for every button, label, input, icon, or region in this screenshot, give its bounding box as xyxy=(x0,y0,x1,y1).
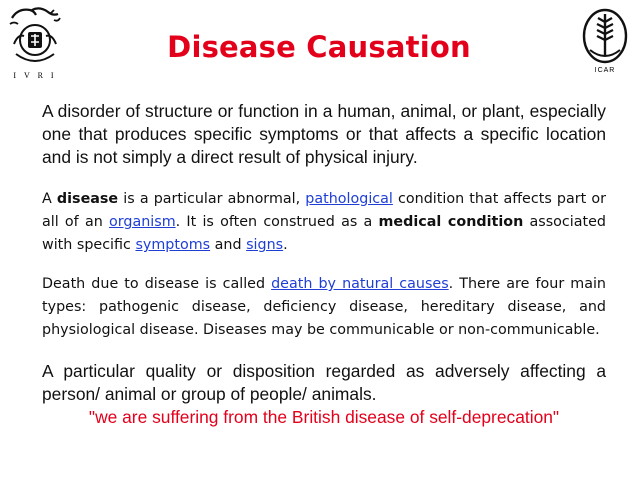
quality-paragraph: A particular quality or disposition regarded as adversely affecting a person/ animal or group of people/ animals. xyxy=(42,361,606,404)
definition-paragraph: A disorder of structure or function in a human, animal, or plant, especially one that produces specific symptoms or that affects a specific location and is not simply a direct result of physical injury. xyxy=(42,101,606,167)
link-signs[interactable]: signs xyxy=(246,237,284,253)
link-organism[interactable]: organism xyxy=(109,214,176,230)
example-quote: "we are suffering from the British disease of self-deprecation" xyxy=(88,407,560,427)
logo-right-caption: ICAR xyxy=(594,67,616,74)
link-death-by-natural-causes[interactable]: death by natural causes xyxy=(271,276,449,292)
page-title: Disease Causation xyxy=(167,30,471,64)
bold-term-medical-condition: medical condition xyxy=(378,214,524,230)
bold-term-disease: disease xyxy=(56,191,119,207)
link-symptoms[interactable]: symptoms xyxy=(135,237,211,253)
logo-left-caption: I V R I xyxy=(13,71,57,80)
disease-types-paragraph: Death due to disease is called death by natural causes. There are four main types: pathogenic disease, deficiency disease, hereditary disease, and physiological disease. Diseases may be communicable or non-communicable. xyxy=(42,276,606,338)
link-pathological[interactable]: pathological xyxy=(305,191,393,207)
disease-description-paragraph: A disease is a particular abnormal, pathological condition that affects part or all of an organism. It is often construed as a medical condition associated with specific symptoms and signs. xyxy=(42,191,606,253)
